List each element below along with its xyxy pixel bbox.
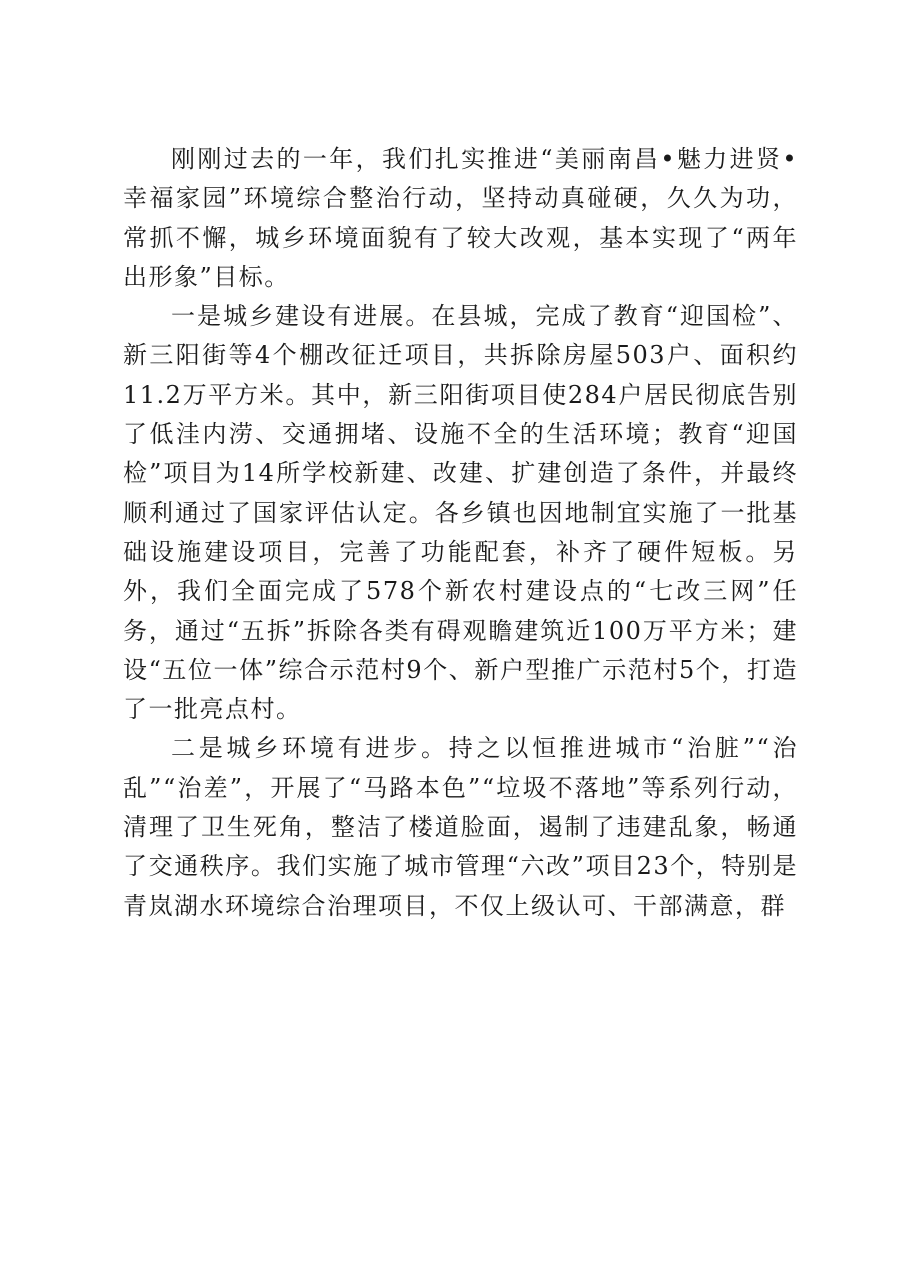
document-body (123, 140, 798, 926)
paragraph-intro: 刚刚过去的一年，我们扎实推进“美丽南昌•魅力进贤•幸福家园”环境综合整治行动，坚持动真碰硬，久久为功，常抓不懈，城乡环境面貌有了较大改观，基本实现了“两年出形象”目标。 (123, 145, 798, 291)
paragraph-urban-environment: 二是城乡环境有进步。持之以恒推进城市“治脏”“治乱”“治差”，开展了“马路本色”“垃圾不落地”等系列行动，清理了卫生死角，整洁了楼道脸面，遏制了违建乱象，畅通了交通秩序。我们实施了城市管理“六改”项目23个，特别是青岚湖水环境综合治理项目，不仅上级认可、干部满意，群 (123, 734, 798, 920)
paragraph-urban-construction: 一是城乡建设有进展。在县城，完成了教育“迎国检”、新三阳街等4个棚改征迁项目，共拆除房屋503户、面积约11.2万平方米。其中，新三阳街项目使284户居民彻底告别了低洼内涝、交通拥堵、设施不全的生活环境；教育“迎国检”项目为14所学校新建、改建、扩建创造了条件，并最终顺利通过了国家评估认定。各乡镇也因地制宜实施了一批基础设施建设项目，完善了功能配套，补齐了硬件短板。另外，我们全面完成了578个新农村建设点的“七改三网”任务，通过“五拆”拆除各类有碍观瞻建筑近100万平方米；建设“五位一体”综合示范村9个、新户型推广示范村5个，打造了一批亮点村。 (123, 302, 798, 724)
